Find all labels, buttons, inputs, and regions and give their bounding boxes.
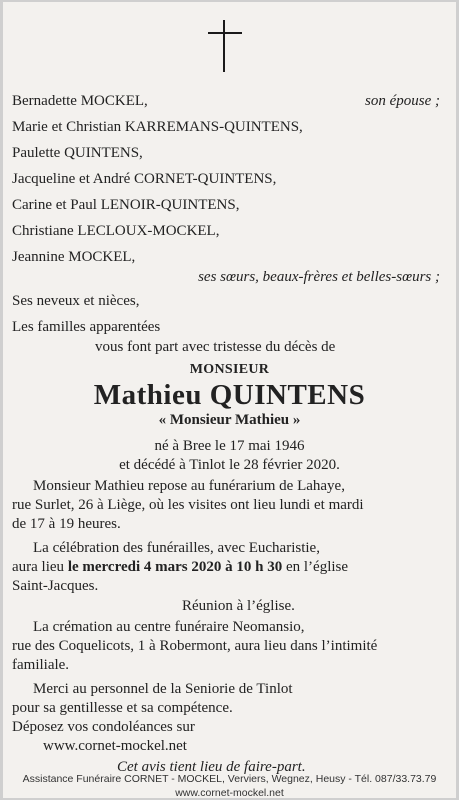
condolences-url: www.cornet-mockel.net [43,738,187,754]
cremation-line-3: familiale. [12,657,70,673]
celebration-line-3: Saint-Jacques. [12,578,99,594]
agency-info: Assistance Funéraire CORNET - MOCKEL, Verviers, Wegnez, Heusy - Tél. 087/33.73.79 [22,773,437,785]
rest-line-1: Monsieur Mathieu repose au funérarium de Lahaye, [33,478,345,494]
family-member-9: Les familles apparentées [12,319,161,335]
spouse-role: son épouse ; [365,93,440,109]
family-member-4: Jacqueline et André CORNET-QUINTENS, [12,171,277,187]
deceased-name: Mathieu QUINTENS [93,379,366,411]
celebration-date: le mercredi 4 mars 2020 à 10 h 30 [67,559,283,575]
cremation-line-1: La crémation au centre funéraire Neomansio, [33,619,305,635]
family-member-8: Ses neveux et nièces, [12,293,140,309]
obituary-notice [3,2,456,798]
announcement-text: vous font part avec tristesse du décès de [95,339,336,355]
agency-website: www.cornet-mockel.net [175,787,284,799]
deceased-title: MONSIEUR [189,362,270,377]
family-member-7: Jeannine MOCKEL, [12,249,136,265]
rest-line-2: rue Surlet, 26 à Liège, où les visites ont lieu lundi et mardi [12,497,364,513]
death-info: et décédé à Tinlot le 28 février 2020. [119,457,340,473]
faire-part-note: Cet avis tient lieu de faire-part. [117,759,306,775]
cross-icon [208,20,242,72]
siblings-role: ses sœurs, beaux-frères et belles-sœurs ; [198,269,440,285]
family-member-1: Bernadette MOCKEL, [12,93,148,109]
condolences-line: Déposez vos condoléances sur [12,719,195,735]
family-member-6: Christiane LECLOUX-MOCKEL, [12,223,220,239]
family-member-2: Marie et Christian KARREMANS-QUINTENS, [12,119,303,135]
celebration-line-1: La célébration des funérailles, avec Eucharistie, [33,540,320,556]
reunion-text: Réunion à l’église. [182,598,295,614]
cremation-line-2: rue des Coquelicots, 1 à Robermont, aura lieu dans l’intimité [12,638,378,654]
family-member-3: Paulette QUINTENS, [12,145,143,161]
family-member-5: Carine et Paul LENOIR-QUINTENS, [12,197,240,213]
deceased-nickname: « Monsieur Mathieu » [158,412,301,428]
rest-line-3: de 17 à 19 heures. [12,516,121,532]
birth-info: né à Bree le 17 mai 1946 [154,438,305,454]
thanks-line-1: Merci au personnel de la Seniorie de Tinlot [33,681,293,697]
celebration-line-2: aura lieu le mercredi 4 mars 2020 à 10 h 30 en l’église [12,559,349,575]
thanks-line-2: pour sa gentillesse et sa compétence. [12,700,233,716]
